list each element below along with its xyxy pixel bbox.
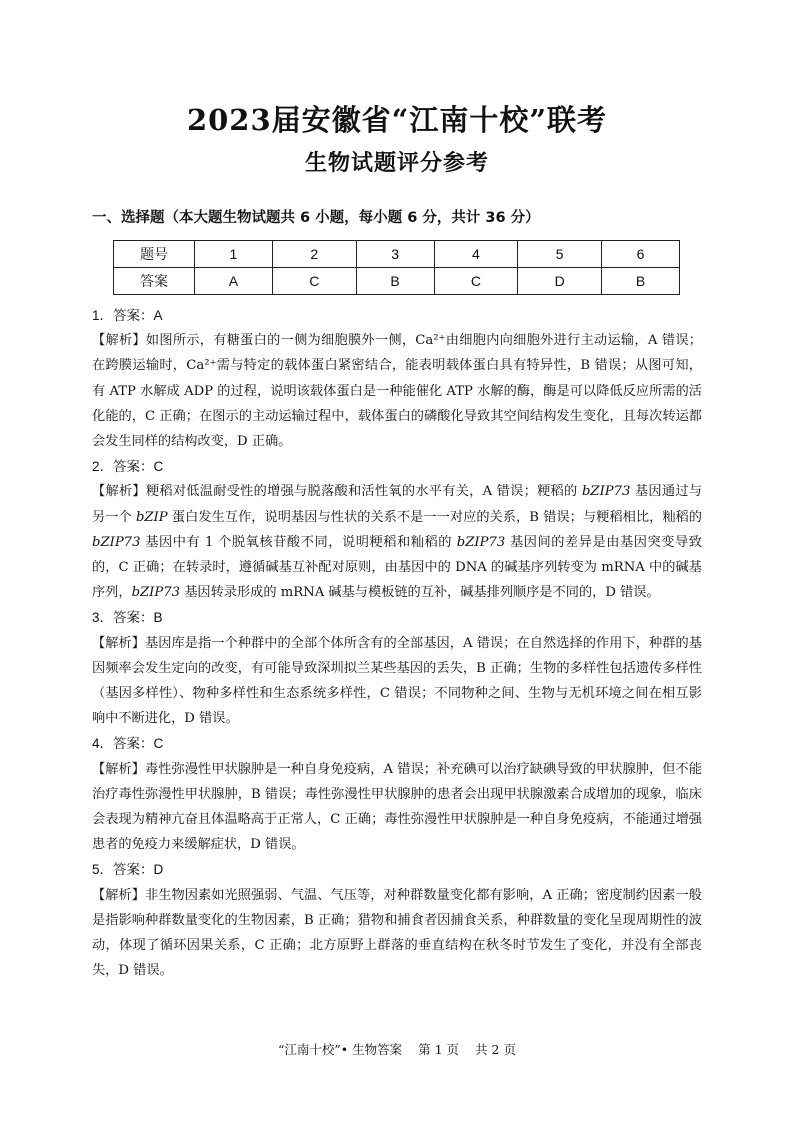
table-cell-number: 1: [195, 241, 273, 268]
footer-page-total: 共 2 页: [475, 1042, 516, 1057]
row-label-number: 题号: [114, 241, 195, 268]
explanation-text: 【解析】粳稻对低温耐受性的增强与脱落酸和活性氧的水平有关，A 错误；粳稻的 bZIP73 基因通过与另一个 bZIP 蛋白发生互作，说明基因与性状的关系不是一一对应的关系，B 错误；与粳稻相比，籼稻的 bZIP73 基因中有 1 个脱氧核苷酸不同，说明粳稻和籼稻的 bZIP73 基因间的差异是由基因突变导致的，C 正确；在转录时，遵循碱基互补配对原则，由基因中的 DNA 的碱基序列转变为 mRNA 中的碱基序列，bZIP73 基因转录形成的 mRNA 碱基与模板链的互补，碱基排列顺序是不同的，D 错误。: [92, 484, 703, 601]
question-block-3: [92, 605, 702, 731]
answer-line: 3．答案：B: [92, 610, 163, 626]
explanation-text: 【解析】如图所示，有糖蛋白的一侧为细胞膜外一侧，Ca²⁺由细胞内向细胞外进行主动运输，A 错误；在跨膜运输时，Ca²⁺需与特定的载体蛋白紧密结合，能表明载体蛋白具有特异性，B 错误；从图可知，有 ATP 水解成 ADP 的过程，说明该载体蛋白是一种能催化 ATP 水解的酶，酶是可以降低反应所需的活化能的，C 正确；在图示的主动运输过程中，载体蛋白的磷酸化导致其空间结构发生变化，且每次转运都会发生同样的结构改变，D 正确。: [92, 333, 702, 450]
answer-line: 4．答案：C: [92, 736, 164, 752]
explanation-text: 【解析】非生物因素如光照强弱、气温、气压等，对种群数量变化都有影响，A 正确；密度制约因素一般是指影响种群数量变化的生物因素，B 正确；猎物和捕食者因捕食关系，种群数量的变化呈现周期性的波动，体现了循环因果关系，C 正确；北方原野上群落的垂直结构在秋冬时节发生了变化，并没有全部丧失，D 错误。: [92, 887, 702, 979]
table-cell-number: 2: [272, 241, 356, 268]
table-cell-number: 4: [434, 241, 518, 268]
question-block-1: [92, 303, 702, 454]
footer-source: “江南十校”• 生物答案: [278, 1042, 403, 1057]
answer-explanations: [92, 303, 702, 983]
answer-line: 2．答案：C: [92, 459, 164, 475]
table-cell-number: 3: [356, 241, 434, 268]
table-cell-answer: B: [602, 268, 680, 295]
table-cell-number: 6: [602, 241, 680, 268]
table-cell-answer: D: [518, 268, 602, 295]
page-footer: [0, 1040, 794, 1058]
table-cell-answer: B: [356, 268, 434, 295]
answer-line: 5．答案：D: [92, 862, 164, 878]
footer-page-number: 第 1 页: [418, 1042, 460, 1057]
table-row-numbers: [114, 241, 680, 268]
table-cell-answer: C: [272, 268, 356, 295]
row-label-answer: 答案: [114, 268, 195, 295]
table-cell-answer: A: [195, 268, 273, 295]
question-block-5: [92, 857, 702, 983]
explanation-text: 【解析】毒性弥漫性甲状腺肿是一种自身免疫病，A 错误；补充碘可以治疗缺碘导致的甲状腺肿，但不能治疗毒性弥漫性甲状腺肿，B 错误；毒性弥漫性甲状腺肿的患者会出现甲状腺激素合成增加的现象，临床会表现为精神亢奋且体温略高于正常人，C 正确；毒性弥漫性甲状腺肿是一种自身免疫病，不能通过增强患者的免疫力来缓解症状，D 错误。: [92, 761, 702, 853]
explanation-text: 【解析】基因库是指一个种群中的全部个体所含有的全部基因，A 错误；在自然选择的作用下，种群的基因频率会发生定向的改变，有可能导致深圳拟兰某些基因的丢失，B 正确；生物的多样性包括遗传多样性（基因多样性）、物种多样性和生态系统多样性，C 错误；不同物种之间、生物与无机环境之间在相互影响中不断进化，D 错误。: [92, 635, 702, 727]
page-title: 2023届安徽省“江南十校”联考: [186, 103, 608, 137]
question-block-4: [92, 731, 702, 857]
table-cell-number: 5: [518, 241, 602, 268]
table-cell-answer: C: [434, 268, 518, 295]
answer-line: 1．答案：A: [92, 308, 163, 323]
table-row-answers: [114, 268, 680, 295]
section-heading: 一、选择题（本大题生物试题共 6 小题，每小题 6 分，共计 36 分）: [92, 210, 540, 226]
question-block-2: [92, 454, 702, 605]
page-subtitle: 生物试题评分参考: [304, 150, 489, 176]
answer-table: [113, 240, 680, 295]
